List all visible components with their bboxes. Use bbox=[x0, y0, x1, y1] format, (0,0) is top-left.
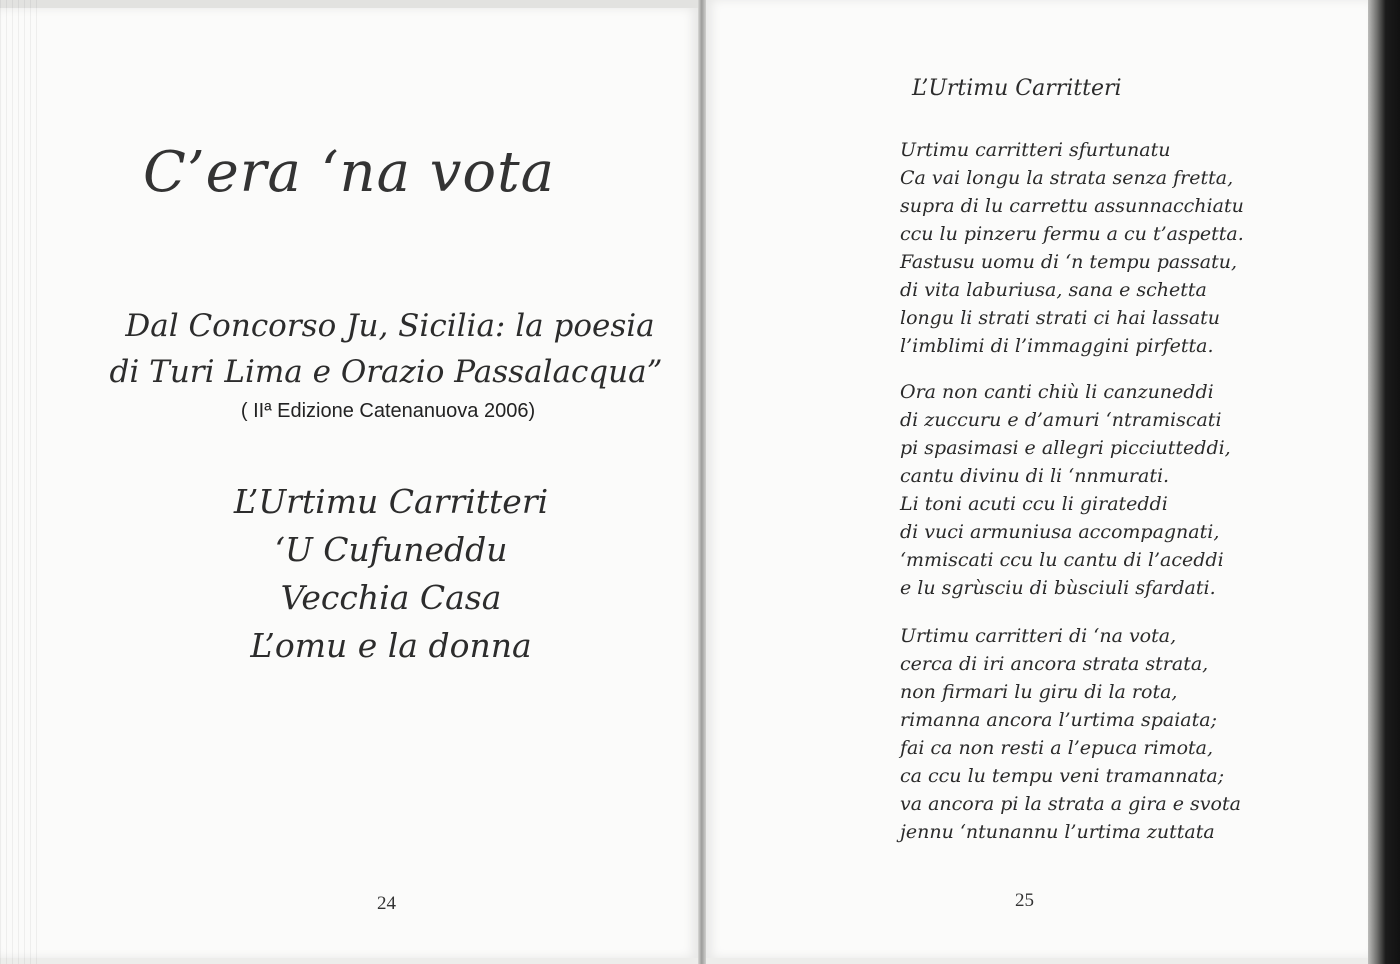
poem-line: ‘mmiscati ccu lu cantu di l’aceddi bbox=[900, 549, 1224, 571]
poem-line: Urtimu carritteri sfurtunatu bbox=[900, 139, 1171, 161]
contest-line-1: Dal Concorso Ju, Sicilia: la poesia bbox=[125, 308, 655, 344]
poem-line: rimanna ancora l’urtima spaiata; bbox=[900, 709, 1217, 731]
poem-line: di vuci armuniusa accompagnati, bbox=[900, 521, 1220, 543]
poem-line: jennu ‘ntunannu l’urtima zuttata bbox=[900, 821, 1215, 843]
poem-line: di vita laburiusa, sana e schetta bbox=[900, 279, 1207, 301]
poem-line: Ca vai longu la strata senza fretta, bbox=[900, 167, 1234, 189]
poem-line: Urtimu carritteri di ‘na vota, bbox=[900, 625, 1177, 647]
stanza-1 bbox=[900, 136, 1244, 360]
edition-note: ( IIª Edizione Catenanuova 2006) bbox=[240, 400, 536, 422]
work-title: L’Urtimu Carritteri bbox=[233, 482, 549, 521]
poem-line: supra di lu carrettu assunnacchiatu bbox=[900, 195, 1244, 217]
page-title: C’era ‘na vota bbox=[142, 140, 556, 205]
poem-line: e lu sgrùsciu di bùsciuli sfardati. bbox=[900, 577, 1216, 599]
work-title: Vecchia Casa bbox=[280, 578, 502, 617]
poem-line: ca ccu lu tempu veni tramannata; bbox=[900, 765, 1225, 787]
poem-line: Ora non canti chiù li canzuneddi bbox=[900, 381, 1214, 403]
right-page-stack-edge bbox=[1368, 0, 1400, 964]
poem-line: cantu divinu di li ‘nnmurati. bbox=[900, 465, 1170, 487]
page-number-left: 24 bbox=[377, 893, 396, 914]
page-number-right: 25 bbox=[1015, 890, 1034, 911]
poem-line: ccu lu pinzeru fermu a cu t’aspetta. bbox=[900, 223, 1244, 245]
works-list bbox=[0, 478, 782, 670]
work-title: L’omu e la donna bbox=[250, 626, 532, 665]
poem-line: non firmari lu giru di la rota, bbox=[900, 681, 1178, 703]
poem-line: fai ca non resti a l’epuca rimota, bbox=[900, 737, 1214, 759]
work-title: ‘U Cufuneddu bbox=[274, 530, 508, 569]
poem-line: pi spasimasi e allegri picciutteddi, bbox=[900, 437, 1231, 459]
stanza-3 bbox=[900, 622, 1241, 846]
contest-line-2: di Turi Lima e Orazio Passalacqua” bbox=[109, 354, 663, 390]
poem-title: L’Urtimu Carritteri bbox=[912, 76, 1122, 101]
poem-line: l’imblimi di l’immaggini pirfetta. bbox=[900, 335, 1214, 357]
poem-line: longu li strati strati ci hai lassatu bbox=[900, 307, 1221, 329]
left-page-top-edge bbox=[0, 0, 698, 8]
poem-line: cerca di iri ancora strata strata, bbox=[900, 653, 1209, 675]
poem-line: di zuccuru e d’amuri ‘ntramiscati bbox=[900, 409, 1222, 431]
stanza-2 bbox=[900, 378, 1231, 602]
poem-line: Li toni acuti ccu li girateddi bbox=[900, 493, 1168, 515]
poem-line: va ancora pi la strata a gira e svota bbox=[900, 793, 1241, 815]
poem-line: Fastusu uomu di ‘n tempu passatu, bbox=[900, 251, 1237, 273]
